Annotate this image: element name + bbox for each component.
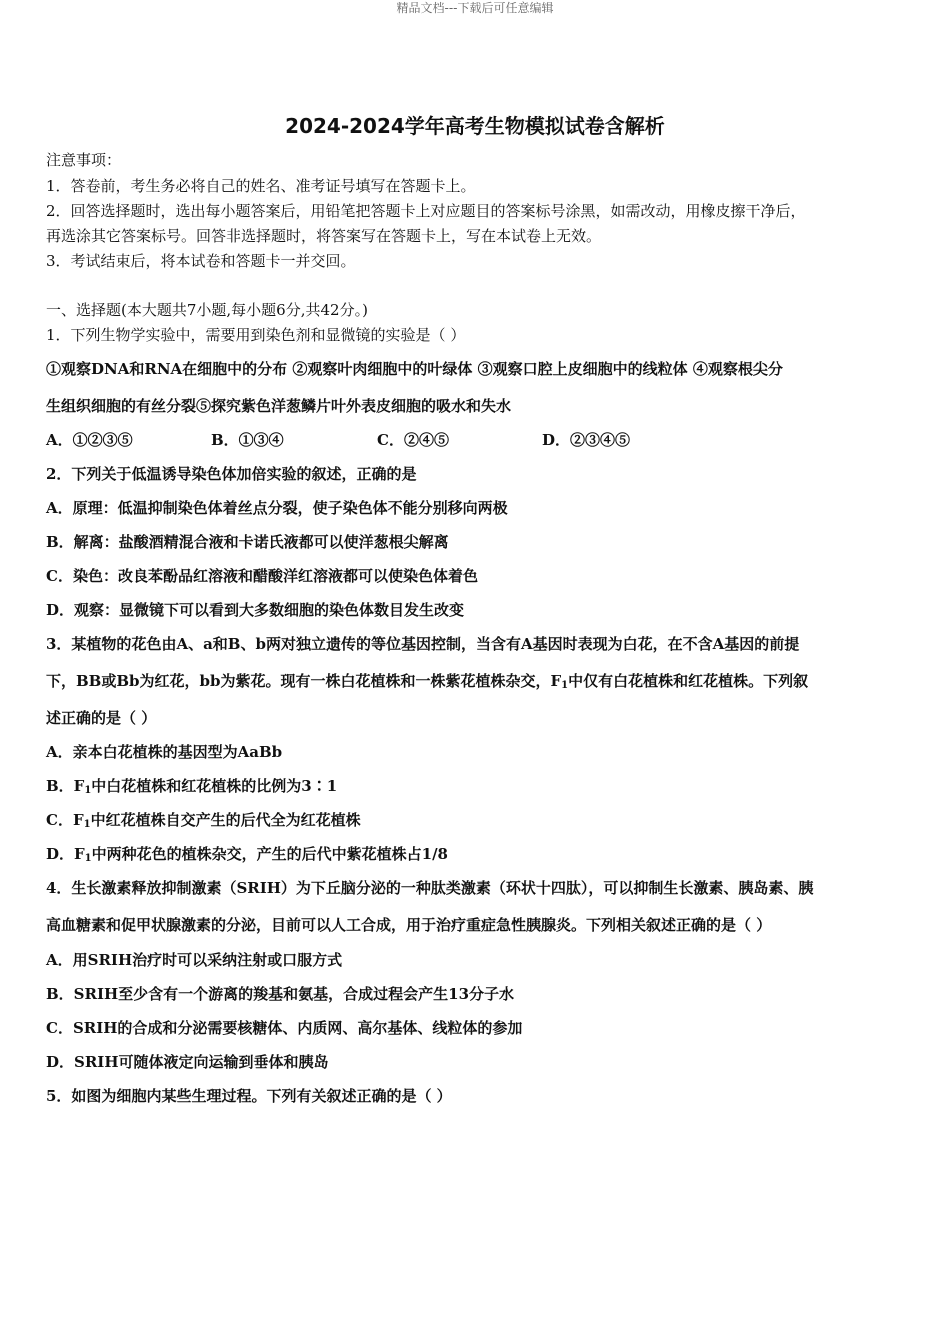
q2-option-a: A．原理：低温抑制染色体着丝点分裂，使子染色体不能分别移向两极: [46, 499, 508, 517]
q2-option-d: D．观察：显微镜下可以看到大多数细胞的染色体数目发生改变: [46, 601, 465, 619]
option-text: 中红花植株自交产生的后代全为红花植株: [90, 811, 361, 829]
q1-option-b: B．①③④: [211, 431, 284, 449]
q3-option-c: [46, 810, 361, 835]
q3-text: 中仅有白花植株和红花植株。下列叙: [568, 672, 809, 690]
q4-option-b: B．SRIH至少含有一个游离的羧基和氨基，合成过程会产生13分子水: [46, 985, 515, 1003]
q5-stem: 5．如图为细胞内某些生理过程。下列有关叙述正确的是（ ）: [46, 1087, 452, 1105]
q4-option-d: D．SRIH可随体液定向运输到垂体和胰岛: [46, 1053, 329, 1071]
notice-item: 2．回答选择题时，选出每小题答案后，用铅笔把答题卡上对应题目的答案标号涂黑，如需改动，用橡皮擦干净后，: [46, 202, 806, 220]
q3-stem-line: 述正确的是（ ）: [46, 709, 157, 727]
q1-items-line: ①观察DNA和RNA在细胞中的分布 ②观察叶肉细胞中的叶绿体 ③观察口腔上皮细胞中的线粒体 ④观察根尖分: [46, 360, 783, 378]
q4-option-a: A．用SRIH治疗时可以采纳注射或口服方式: [46, 951, 343, 969]
option-prefix: C．F: [46, 811, 84, 829]
section-heading: 一、选择题(本大题共7小题,每小题6分,共42分。): [46, 301, 368, 319]
q2-stem: 2．下列关于低温诱导染色体加倍实验的叙述，正确的是: [46, 465, 417, 483]
notice-heading: 注意事项：: [46, 151, 122, 169]
subscript: 1: [84, 785, 92, 796]
q1-items-line: 生组织细胞的有丝分裂⑤探究紫色洋葱鳞片叶外表皮细胞的吸水和失水: [46, 397, 512, 415]
q3-option-d: [46, 844, 448, 869]
q1-option-a: A．①②③⑤: [46, 431, 133, 449]
q2-option-c: C．染色：改良苯酚品红溶液和醋酸洋红溶液都可以使染色体着色: [46, 567, 478, 585]
q3-option-a: A．亲本白花植株的基因型为AaBb: [46, 743, 283, 761]
page-title: 2024-2024学年高考生物模拟试卷含解析: [285, 114, 665, 138]
q1-option-c: C．②④⑤: [377, 431, 449, 449]
option-text: 中白花植株和红花植株的比例为3∶1: [91, 777, 338, 795]
q1-stem: 1．下列生物学实验中，需要用到染色剂和显微镜的实验是（ ）: [46, 326, 466, 344]
notice-item: 再选涂其它答案标号。回答非选择题时，将答案写在答题卡上，写在本试卷上无效。: [46, 227, 602, 245]
watermark: 精品文档---下载后可任意编辑: [396, 1, 554, 15]
q3-text: 下，BB或Bb为红花，bb为紫花。现有一株白花植株和一株紫花植株杂交，F: [46, 672, 562, 690]
q3-stem-line: [46, 671, 808, 696]
q3-option-b: [46, 776, 337, 801]
option-text: 中两种花色的植株杂交，产生的后代中紫花植株占1/8: [91, 845, 448, 863]
option-prefix: B．F: [46, 777, 85, 795]
subscript: 1: [84, 853, 92, 864]
notice-item: 3．考试结束后，将本试卷和答题卡一并交回。: [46, 252, 356, 270]
notice-item: 1．答卷前，考生务必将自己的姓名、准考证号填写在答题卡上。: [46, 177, 476, 195]
q4-stem-line: 4．生长激素释放抑制激素（SRIH）为下丘脑分泌的一种肽类激素（环状十四肽），可以抑制生长激素、胰岛素、胰: [46, 879, 814, 897]
q4-option-c: C．SRIH的合成和分泌需要核糖体、内质网、高尔基体、线粒体的参加: [46, 1019, 523, 1037]
subscript: 1: [561, 680, 569, 691]
q2-option-b: B．解离：盐酸酒精混合液和卡诺氏液都可以使洋葱根尖解离: [46, 533, 449, 551]
q1-option-d: D．②③④⑤: [542, 431, 631, 449]
option-prefix: D．F: [46, 845, 85, 863]
q4-stem-line: 高血糖素和促甲状腺激素的分泌，目前可以人工合成，用于治疗重症急性胰腺炎。下列相关叙述正确的是（ ）: [46, 916, 772, 934]
q3-stem-line: 3．某植物的花色由A、a和B、b两对独立遗传的等位基因控制，当含有A基因时表现为白花，在不含A基因的前提: [46, 635, 800, 653]
subscript: 1: [83, 819, 91, 830]
